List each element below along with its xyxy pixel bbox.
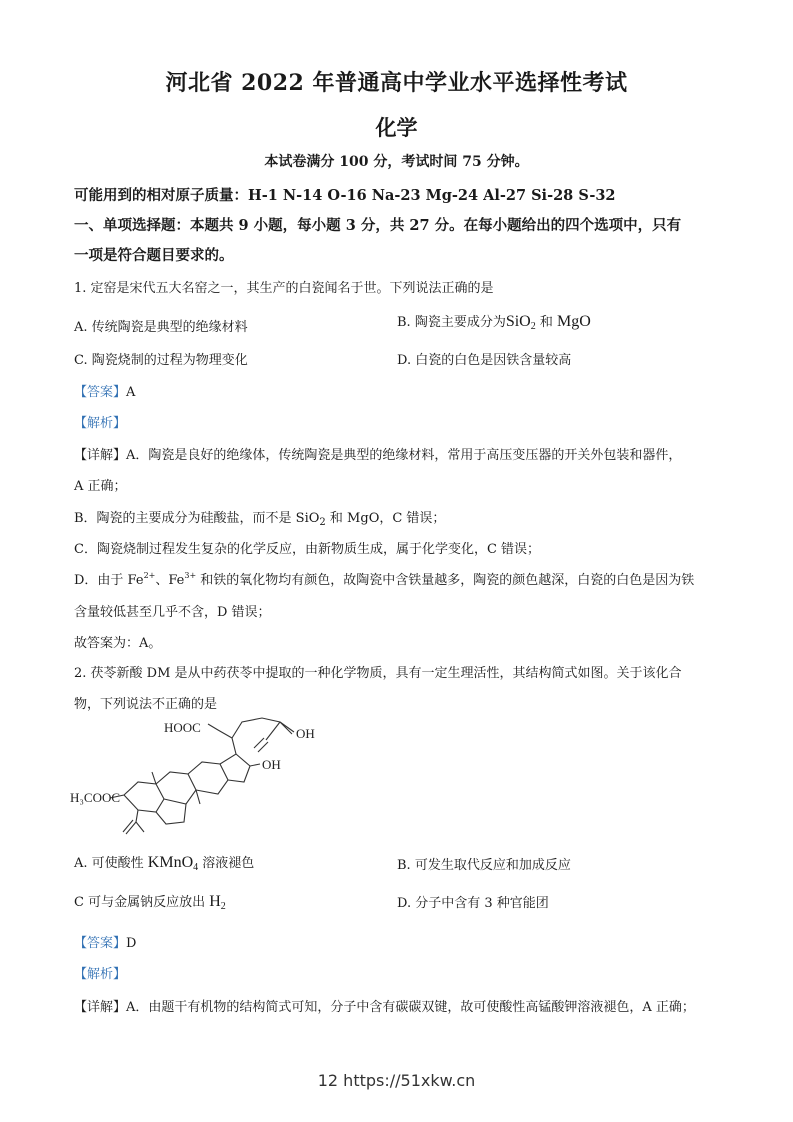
answer-value: D — [126, 936, 137, 951]
structural-formula-diagram — [66, 712, 326, 842]
q2-option-a — [74, 852, 254, 873]
q1-option-b — [397, 311, 591, 332]
q1-conclusion: 故答案为：A。 — [74, 636, 162, 651]
q1-detail-c: C．陶瓷烧制过程发生复杂的化学反应，由新物质生成，属于化学变化，C 错误； — [74, 542, 541, 557]
formula-kmno: KMnO — [147, 854, 194, 871]
label-oh-top: OH — [296, 726, 315, 741]
q2-answer — [74, 932, 136, 951]
exam-info: 本试卷满分 100 分，考试时间 75 分钟。 — [264, 154, 529, 170]
q1-option-b-and: 和 — [535, 315, 557, 330]
q2-analysis-tag: 【解析】 — [74, 967, 127, 982]
formula-sio: SiO — [505, 313, 531, 330]
formula-h2 — [209, 893, 226, 910]
q2-option-d: D. 分子中含有 3 种官能团 — [397, 896, 549, 911]
q1-option-c: C. 陶瓷烧制的过程为物理变化 — [74, 353, 248, 368]
subject-title: 化学 — [375, 115, 418, 140]
label-hooc: HOOC — [164, 720, 201, 735]
detail-tag: 【详解】 — [74, 1000, 127, 1015]
detail-a-text: A．由题干有机物的结构简式可知，分子中含有碳碳双键，故可使酸性高锰酸钾溶液褪色，A 正确； — [126, 1000, 695, 1015]
formula-subscript: 2 — [319, 517, 326, 528]
answer-tag: 【答案】 — [74, 936, 127, 951]
q2-option-c — [74, 891, 226, 912]
label-h3cooc: H₃COOC — [70, 790, 121, 805]
q2-option-b: B. 可发生取代反应和加成反应 — [397, 858, 571, 873]
q1-detail-a — [74, 444, 681, 463]
q1-detail-a-cont: A 正确； — [74, 479, 127, 494]
formula-kmno4 — [148, 854, 198, 871]
q1-stem: 1. 定窑是宋代五大名窑之一，其生产的白瓷闻名于世。下列说法正确的是 — [74, 281, 494, 296]
section-heading-line1: 一、单项选择题：本题共 9 小题，每小题 3 分，共 27 分。在每小题给出的四个选项中，只有 — [74, 217, 682, 234]
detail-b-text-end: 和 MgO，C 错误； — [325, 511, 446, 526]
detail-d-text: D．由于 Fe — [74, 573, 144, 588]
q2-stem-line2: 物，下列说法不正确的是 — [74, 697, 218, 712]
q1-option-b-text: B. 陶瓷主要成分为 — [397, 315, 506, 330]
q1-analysis-tag: 【解析】 — [74, 416, 127, 431]
q1-detail-d-cont: 含量较低甚至几乎不含，D 错误； — [74, 605, 271, 620]
q1-detail-b — [74, 507, 445, 528]
q1-option-b-formula2: MgO — [557, 313, 591, 330]
atomic-masses: 可能用到的相对原子质量：H-1 N-14 O-16 Na-23 Mg-24 Al-27 Si-28 S-32 — [74, 187, 616, 204]
detail-a-text: A．陶瓷是良好的绝缘体，传统陶瓷是典型的绝缘材料，常用于高压变压器的开关外包装和器件， — [126, 448, 682, 463]
q2-option-a-text-end: 溶液褪色 — [198, 856, 255, 871]
formula-subscript: 4 — [193, 862, 199, 873]
detail-tag: 【详解】 — [74, 448, 127, 463]
q1-option-d: D. 白瓷的白色是因铁含量较高 — [397, 353, 572, 368]
q1-option-a: A. 传统陶瓷是典型的绝缘材料 — [74, 320, 248, 335]
q2-detail-a — [74, 996, 695, 1015]
q1-detail-d — [74, 569, 694, 588]
detail-d-text-mid: 、Fe — [155, 573, 185, 588]
label-oh-ring: OH — [262, 757, 281, 772]
formula-subscript: 2 — [220, 901, 226, 912]
q2-option-a-text: A. 可使酸性 — [74, 856, 148, 871]
formula-h: H — [209, 893, 221, 910]
page-footer: 12 https://51xkw.cn — [317, 1071, 476, 1090]
section-heading-line2: 一项是符合题目要求的。 — [74, 247, 234, 264]
detail-d-text-end: 和铁的氧化物均有颜色，故陶瓷中含铁量越多，陶瓷的颜色越深，白瓷的白色是因为铁 — [196, 573, 695, 588]
exam-title: 河北省 2022 年普通高中学业水平选择性考试 — [165, 70, 628, 96]
answer-value: A — [126, 385, 136, 400]
q1-option-b-formula1 — [506, 313, 536, 330]
ion-charge: 3+ — [184, 571, 197, 580]
formula-subscript: 2 — [530, 321, 536, 332]
q2-stem-line1: 2. 茯苓新酸 DM 是从中药茯苓中提取的一种化学物质，具有一定生理活性，其结构简式如图。关于该化合 — [74, 666, 682, 681]
answer-tag: 【答案】 — [74, 385, 127, 400]
q1-answer — [74, 381, 135, 400]
detail-b-text: B．陶瓷的主要成分为硅酸盐，而不是 SiO — [74, 511, 320, 526]
q2-option-c-text: C 可与金属钠反应放出 — [74, 895, 210, 910]
ion-charge: 2+ — [143, 571, 156, 580]
